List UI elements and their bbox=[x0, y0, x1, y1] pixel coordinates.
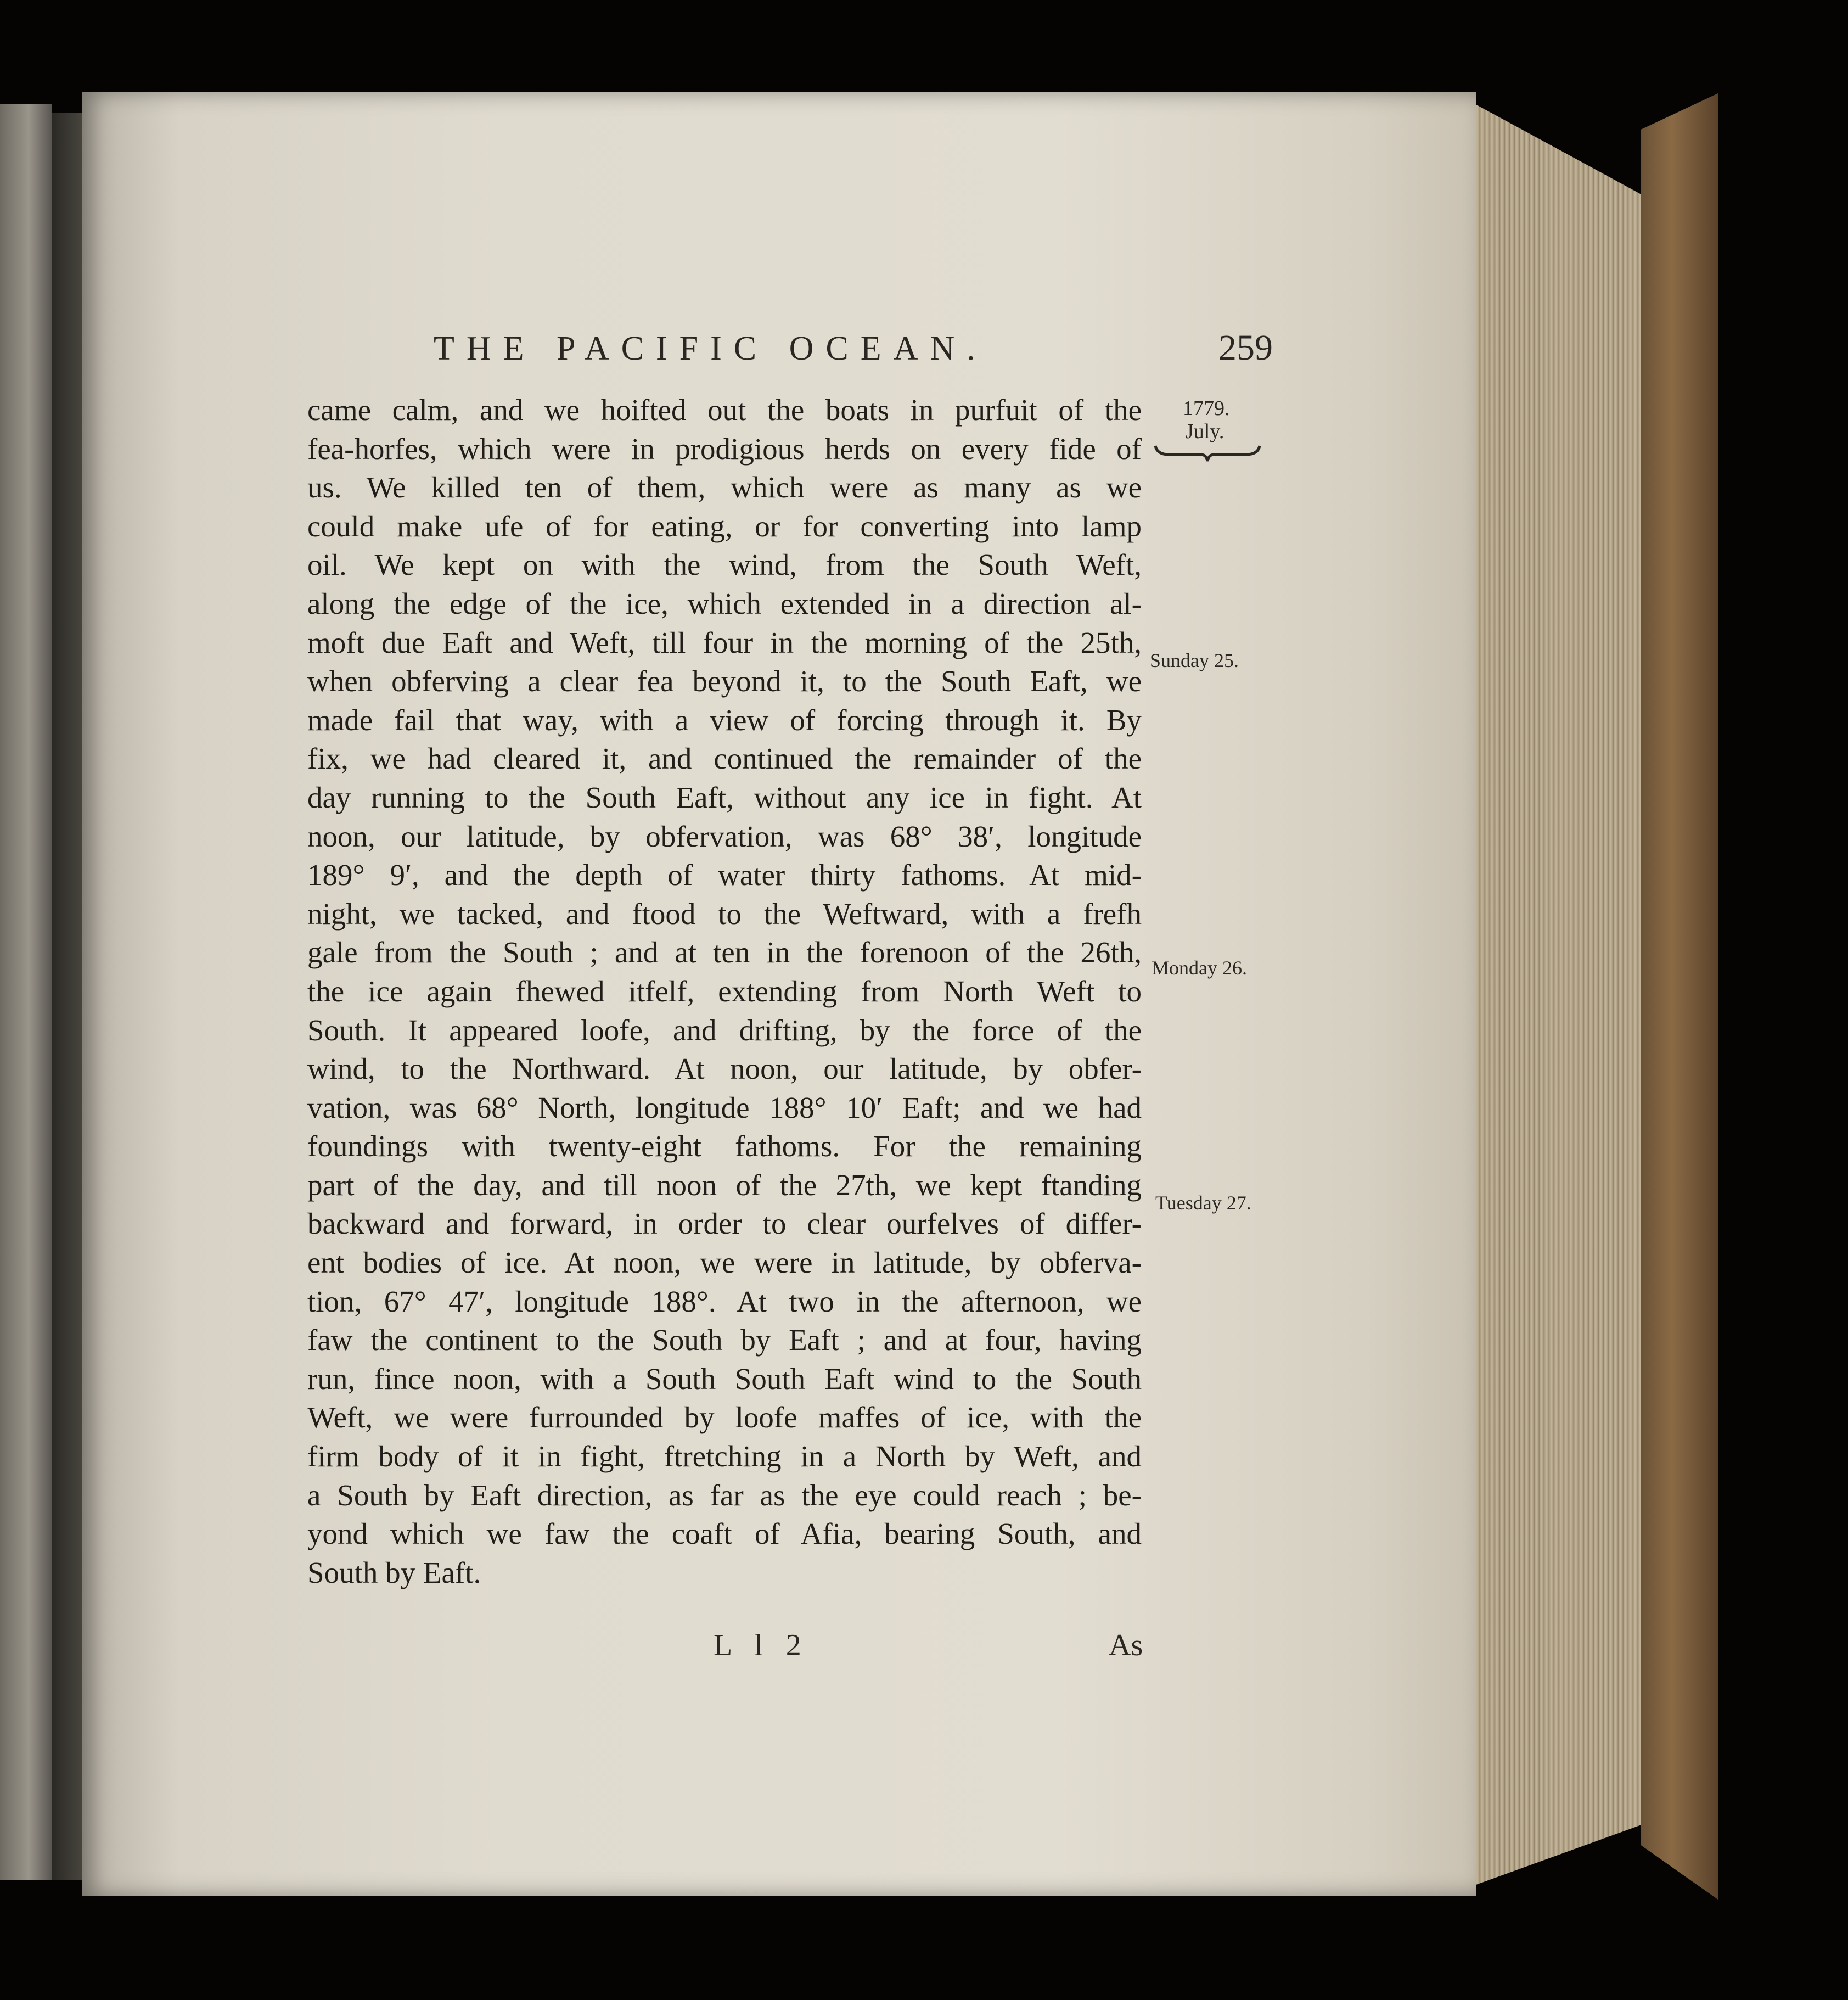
running-title: THE PACIFIC OCEAN. bbox=[434, 330, 987, 367]
leather-cover-edge bbox=[1641, 93, 1718, 1900]
text-line: firm body of it in fight, ftretching in a North by Weft, and bbox=[307, 1439, 1142, 1474]
text-line: gale from the South ; and at ten in the forenoon of the 26th, bbox=[307, 935, 1142, 970]
text-line: fea-horfes, which were in prodigious herds on every fide of bbox=[307, 432, 1142, 466]
text-line: a South by Eaft direction, as far as the eye could reach ; be- bbox=[307, 1478, 1142, 1512]
text-line: came calm, and we hoifted out the boats in purfuit of the bbox=[307, 393, 1142, 427]
text-line: ent bodies of ice. At noon, we were in latitude, by obferva- bbox=[307, 1246, 1142, 1280]
text-line: oil. We kept on with the wind, from the South Weft, bbox=[307, 548, 1142, 582]
body-text bbox=[307, 391, 1142, 1592]
text-line: made fail that way, with a view of forcing through it. By bbox=[307, 703, 1142, 737]
text-line: the ice again fhewed itfelf, extending from North Weft to bbox=[307, 974, 1142, 1008]
left-page-edge bbox=[0, 104, 52, 1880]
catchword: As bbox=[1109, 1628, 1143, 1662]
text-line: yond which we faw the coaft of Afia, bearing South, and bbox=[307, 1517, 1142, 1551]
text-line: when obferving a clear fea beyond it, to the South Eaft, we bbox=[307, 664, 1142, 698]
text-line-last: South by Eaft. bbox=[307, 1555, 481, 1589]
text-line: tion, 67° 47′, longitude 188°. At two in the afternoon, we bbox=[307, 1284, 1142, 1318]
margin-note-tuesday: Tuesday 27. bbox=[1155, 1192, 1251, 1214]
text-line: 189° 9′, and the depth of water thirty fathoms. At mid- bbox=[307, 858, 1142, 892]
text-line: could make ufe of for eating, or for converting into lamp bbox=[307, 509, 1142, 543]
text-line: foundings with twenty-eight fathoms. For the remaining bbox=[307, 1129, 1142, 1163]
text-line: moft due Eaft and Weft, till four in the morning of the 25th, bbox=[307, 625, 1142, 659]
text-line: run, fince noon, with a South South Eaft wind to the South bbox=[307, 1362, 1142, 1396]
margin-note-sunday: Sunday 25. bbox=[1150, 649, 1239, 671]
text-line: part of the day, and till noon of the 27th, we kept ftanding bbox=[307, 1168, 1142, 1202]
text-line: us. We killed ten of them, which were as many as we bbox=[307, 470, 1142, 505]
signature-mark: L l 2 bbox=[714, 1628, 809, 1662]
page-number: 259 bbox=[1218, 328, 1273, 368]
text-line: backward and forward, in order to clear ourfelves of differ- bbox=[307, 1207, 1142, 1241]
text-line: wind, to the Northward. At noon, our latitude, by obfer- bbox=[307, 1052, 1142, 1086]
margin-month: July. bbox=[1186, 420, 1224, 443]
gutter-shadow bbox=[52, 113, 85, 1880]
text-line: noon, our latitude, by obfervation, was 68° 38′, longitude bbox=[307, 819, 1142, 853]
text-line: vation, was 68° North, longitude 188° 10′ Eaft; and we had bbox=[307, 1090, 1142, 1124]
text-line: along the edge of the ice, which extended in a direction al- bbox=[307, 586, 1142, 620]
text-line: Weft, we were furrounded by loofe maffes of ice, with the bbox=[307, 1400, 1142, 1435]
text-line: day running to the South Eaft, without any ice in fight. At bbox=[307, 780, 1142, 814]
margin-brace-icon bbox=[1153, 441, 1262, 463]
text-line: night, we tacked, and ftood to the Weftward, with a frefh bbox=[307, 897, 1142, 931]
text-line: South. It appeared loofe, and drifting, by the force of the bbox=[307, 1013, 1142, 1047]
page-stack-fore-edge bbox=[1465, 99, 1663, 1889]
margin-note-monday: Monday 26. bbox=[1152, 957, 1247, 979]
text-line: fix, we had cleared it, and continued the remainder of the bbox=[307, 742, 1142, 776]
margin-year: 1779. bbox=[1183, 397, 1230, 420]
text-line: faw the continent to the South by Eaft ; and at four, having bbox=[307, 1323, 1142, 1357]
